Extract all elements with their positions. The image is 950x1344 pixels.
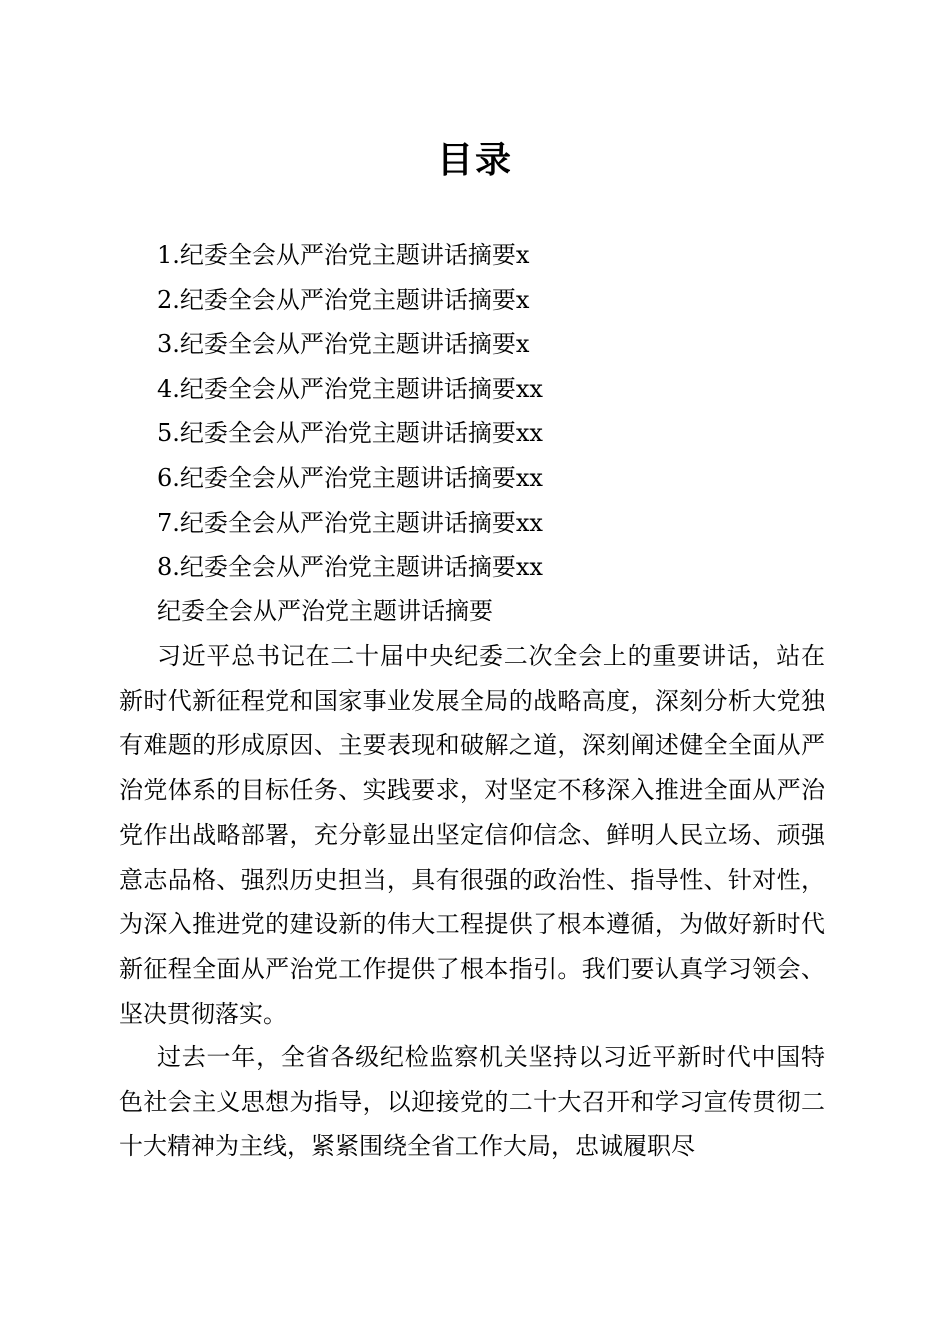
toc-item: 6.纪委全会从严治党主题讲话摘要xx — [157, 463, 543, 492]
toc-item: 1.纪委全会从严治党主题讲话摘要x — [157, 241, 530, 269]
toc-item: 3.纪委全会从严治党主题讲话摘要x — [157, 330, 530, 359]
toc-item: 2.纪委全会从严治党主题讲话摘要x — [157, 285, 530, 314]
toc-item: 5.纪委全会从严治党主题讲话摘要xx — [157, 419, 543, 448]
body-paragraph: 习近平总书记在二十届中央纪委二次全会上的重要讲话，站在新时代新征程党和国家事业发展全局的战略高度，深刻分析大党独有难题的形成原因、主要表现和破解之道，深刻阐述健全全面从严治党体系的目标任务、实践要求，对坚定不移深入推进全面从严治党作出战略部署，充分彰显出坚定信仰信念、鲜明人民立场、顽强意志品格、强烈历史担当，具有很强的政治性、指导性、针对性，为深入推进党的建设新的伟大工程提供了根本遵循，为做好新时代新征程全面从严治党工作提供了根本指引。我们要认真学习领会、坚决贯彻落实。 — [119, 642, 825, 1028]
toc-item: 4.纪委全会从严治党主题讲话摘要xx — [157, 374, 543, 403]
toc-item: 8.纪委全会从严治党主题讲话摘要xx — [157, 553, 543, 582]
body-paragraph: 过去一年，全省各级纪检监察机关坚持以习近平新时代中国特色社会主义思想为指导，以迎接党的二十大召开和学习宣传贯彻二十大精神为主线，紧紧围绕全省工作大局，忠诚履职尽 — [119, 1043, 825, 1161]
section-heading: 纪委全会从严治党主题讲话摘要 — [157, 597, 493, 625]
table-of-contents — [157, 233, 543, 590]
page-title: 目录 — [436, 139, 513, 181]
toc-item: 7.纪委全会从严治党主题讲话摘要xx — [157, 508, 543, 537]
